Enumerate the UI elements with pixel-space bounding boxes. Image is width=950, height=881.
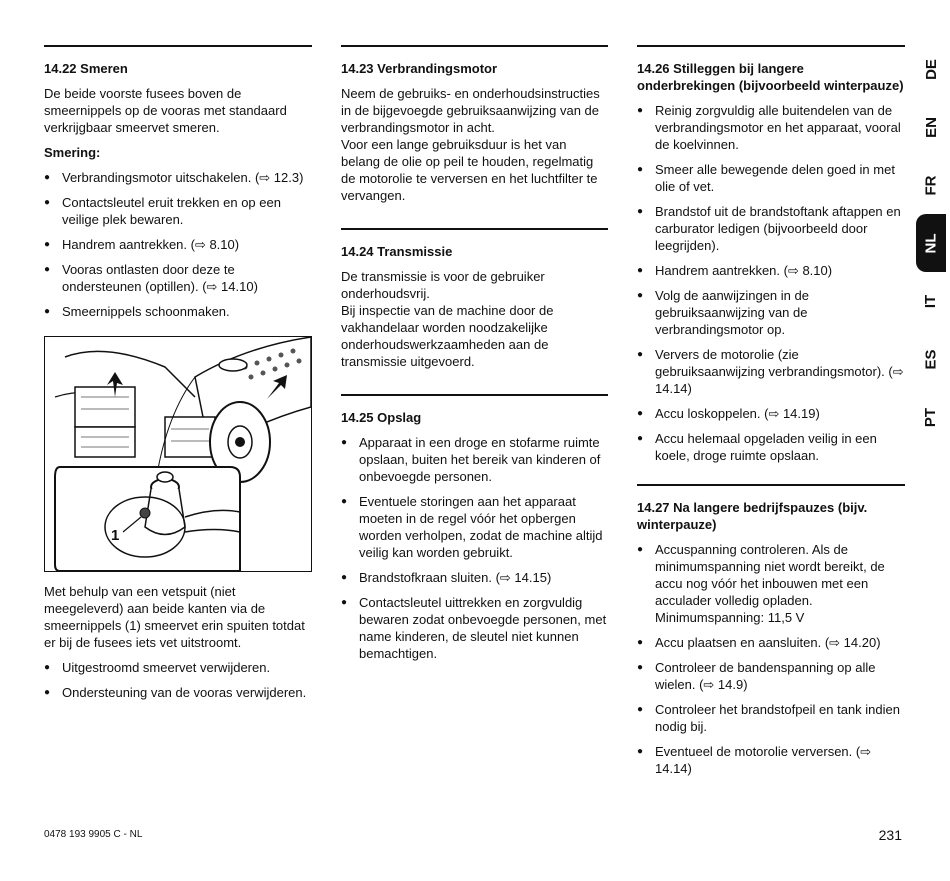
section-rule	[341, 45, 608, 47]
list-item: ● Reinig zorgvuldig alle buitendelen van de verbrandingsmotor en het apparaat, vooral de koelvinnen.	[637, 102, 905, 153]
stilleggen-list	[637, 102, 905, 464]
document-number: 0478 193 9905 C - NL	[44, 829, 143, 840]
smering-list	[44, 169, 312, 320]
section-rule	[44, 45, 312, 47]
list-item: ● Contactsleutel eruit trekken en op een veilige plek bewaren.	[44, 194, 312, 228]
list-item: ● Verbrandingsmotor uitschakelen. (⇨ 12.3)	[44, 169, 312, 186]
section-rule	[341, 228, 608, 230]
section-title-14-26: 14.26 Stilleggen bij langere onderbrekingen (bijvoorbeeld winterpauze)	[637, 61, 904, 93]
opslag-list	[341, 434, 608, 662]
list-item: ● Ondersteuning van de vooras verwijderen.	[44, 684, 312, 701]
page-number: 231	[878, 827, 902, 843]
list-item: ● Brandstofkraan sluiten. (⇨ 14.15)	[341, 569, 608, 586]
tab-nl[interactable]: NL	[916, 214, 946, 272]
tab-de[interactable]: DE	[922, 58, 940, 80]
section-rule	[637, 484, 905, 486]
list-item: ● Ververs de motorolie (zie gebruiksaanwijzing verbrandingsmotor). (⇨ 14.14)	[637, 346, 905, 397]
section-text: Neem de gebruiks- en onderhoudsinstructies in de bijgevoegde gebruiksaanwijzing van de verbrandingsmotor in acht.	[341, 86, 600, 135]
tab-es[interactable]: ES	[922, 348, 940, 370]
column-3	[637, 0, 905, 785]
list-item: ● Apparaat in een droge en stofarme ruimte opslaan, buiten het bereik van kinderen of onbevoegde personen.	[341, 434, 608, 485]
list-item: ● Volg de aanwijzingen in de gebruiksaanwijzing van de verbrandingsmotor op.	[637, 287, 905, 338]
list-item: ● Smeernippels schoonmaken.	[44, 303, 312, 320]
language-tabs	[916, 40, 946, 446]
list-item: ● Eventueel de motorolie verversen. (⇨ 14.14)	[637, 743, 905, 777]
section-text: Bij inspectie van de machine door de vakhandelaar worden noodzakelijke onderhoudswerkzaamheden aan de transmissie uitgevoerd.	[341, 303, 554, 369]
section-after-text: Met behulp van een vetspuit (niet meegeleverd) aan beide kanten via de smeernippels (1) smeervet erin spuiten totdat er bij de fusees iets vet uitstroomt.	[44, 584, 305, 650]
list-item: ● Contactsleutel uittrekken en zorgvuldig bewaren zodat onbevoegde personen, met name kinderen, de sleutel niet kunnen bemachtigen.	[341, 594, 608, 662]
bedrijfspauze-list	[637, 541, 905, 777]
subheading-smering: Smering:	[44, 145, 101, 160]
section-text: Voor een lange gebruiksduur is het van belang de olie op peil te houden, regelmatig de motorolie te verversen en het luchtfilter te vervangen.	[341, 137, 598, 203]
list-item: ● Accu plaatsen en aansluiten. (⇨ 14.20)	[637, 634, 905, 651]
tab-fr[interactable]: FR	[922, 175, 940, 195]
column-1	[44, 0, 312, 709]
list-item: ● Controleer de bandenspanning op alle wielen. (⇨ 14.9)	[637, 659, 905, 693]
list-item: ● Smeer alle bewegende delen goed in met olie of vet.	[637, 161, 905, 195]
section-title-14-23: 14.23 Verbrandingsmotor	[341, 61, 498, 76]
list-item: ● Accu helemaal opgeladen veilig in een koele, droge ruimte opslaan.	[637, 430, 905, 464]
list-item: ● Eventuele storingen aan het apparaat moeten in de regel vóór het opbergen worden verholpen, zodat de machine altijd veilig kan worden gebruikt.	[341, 493, 608, 561]
list-item: ● Accu loskoppelen. (⇨ 14.19)	[637, 405, 905, 422]
list-item: ● Uitgestroomd smeervet verwijderen.	[44, 659, 312, 676]
tab-en[interactable]: EN	[922, 116, 940, 138]
front-axle-lubrication-illustration	[44, 336, 312, 572]
section-title-14-22: 14.22 Smeren	[44, 61, 128, 76]
after-list	[44, 659, 312, 701]
section-title-14-27: 14.27 Na langere bedrijfspauzes (bijv. winterpauze)	[637, 500, 868, 532]
list-item: ● Handrem aantrekken. (⇨ 8.10)	[44, 236, 312, 253]
tab-pt[interactable]: PT	[922, 407, 940, 427]
list-item: ● Accuspanning controleren. Als de minimumspanning niet wordt bereikt, de accu nog vóór het inbouwen met een acculader volledig opladen. Minimumspanning: 11,5 V	[637, 541, 905, 626]
tab-it[interactable]: IT	[922, 294, 940, 308]
section-title-14-24: 14.24 Transmissie	[341, 244, 453, 259]
section-rule	[637, 45, 905, 47]
section-text: De transmissie is voor de gebruiker onderhoudsvrij.	[341, 269, 545, 301]
list-item: ● Handrem aantrekken. (⇨ 8.10)	[637, 262, 905, 279]
list-item: ● Vooras ontlasten door deze te ondersteunen (optillen). (⇨ 14.10)	[44, 261, 312, 295]
section-title-14-25: 14.25 Opslag	[341, 410, 422, 425]
section-rule	[341, 394, 608, 396]
list-item: ● Brandstof uit de brandstoftank aftappen en carburator ledigen (bijvoorbeeld door leegrijden).	[637, 203, 905, 254]
section-intro: De beide voorste fusees boven de smeernippels op de vooras met standaard verkrijgbaar smeervet smeren.	[44, 86, 287, 135]
figure-callout-1: 1	[111, 527, 120, 544]
list-item: ● Controleer het brandstofpeil en tank indien nodig bij.	[637, 701, 905, 735]
column-2	[341, 0, 608, 670]
